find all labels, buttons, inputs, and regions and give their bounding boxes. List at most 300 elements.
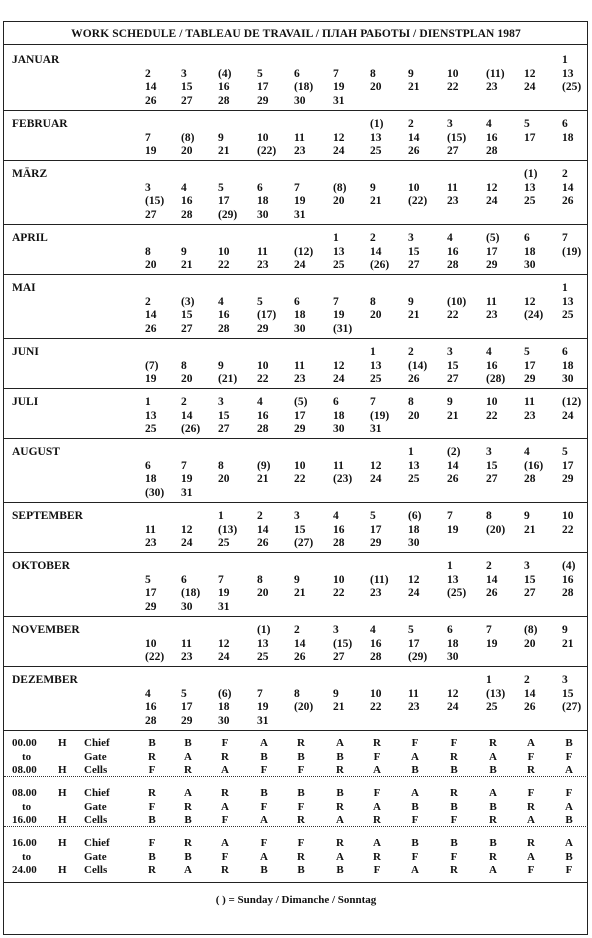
- shift-code: F: [260, 837, 268, 849]
- day-cell: 25: [562, 309, 574, 321]
- day-cell: 29: [145, 600, 157, 613]
- day-cell: 18: [562, 131, 574, 144]
- post-name: Chief: [84, 837, 110, 849]
- day-cell: (31): [333, 322, 353, 335]
- post-name: Cells: [84, 864, 108, 876]
- day-cell: (18): [294, 81, 314, 93]
- shift-code: F: [221, 814, 229, 826]
- day-cell: 4: [181, 181, 187, 194]
- day-cell: 25: [370, 373, 382, 385]
- day-cell: 30: [218, 714, 230, 727]
- day-cell: 5: [257, 295, 263, 308]
- day-cell: 11: [294, 131, 305, 144]
- day-cell: 27: [524, 587, 536, 599]
- day-cell: 21: [524, 523, 536, 536]
- shift-code: B: [489, 837, 497, 849]
- day-cell: (15): [447, 131, 467, 144]
- day-cell: (11): [486, 67, 505, 80]
- day-cell: 6: [294, 67, 300, 80]
- shift-start-time: 00.00: [12, 737, 37, 749]
- shift-code: F: [148, 837, 156, 849]
- day-cell: (5): [294, 396, 308, 408]
- day-cell: 25: [486, 701, 498, 713]
- day-cell: (3): [181, 295, 195, 308]
- day-cell: 6: [145, 459, 151, 472]
- day-cell: 5: [181, 687, 187, 700]
- day-cell: 11: [486, 295, 497, 308]
- day-cell: 4: [486, 346, 492, 358]
- day-cell: 18: [447, 637, 459, 650]
- shift-code: R: [373, 814, 381, 826]
- day-cell: 24: [370, 473, 382, 485]
- post-name: Gate: [84, 850, 107, 863]
- day-cell: 16: [257, 409, 269, 422]
- day-cell: (17): [257, 309, 277, 321]
- day-cell: 2: [370, 232, 376, 244]
- day-cell: 5: [218, 181, 224, 194]
- shift-code: F: [297, 837, 305, 849]
- day-cell: 21: [294, 587, 306, 599]
- day-cell: (8): [333, 181, 347, 194]
- day-cell: (8): [524, 624, 538, 636]
- shift-code: B: [336, 750, 344, 763]
- shift-code: B: [336, 864, 344, 876]
- day-cell: 28: [524, 473, 536, 485]
- shift-unit: H: [58, 814, 67, 826]
- shift-code: B: [148, 814, 156, 826]
- day-cell: 19: [145, 373, 157, 385]
- shift-code: B: [489, 764, 497, 776]
- shift-code: R: [336, 764, 344, 776]
- day-cell: 28: [145, 714, 157, 727]
- shift-code: B: [411, 764, 419, 776]
- day-cell: 22: [562, 523, 574, 536]
- day-cell: 20: [370, 309, 382, 321]
- day-cell: 13: [370, 359, 382, 372]
- shift-unit: H: [58, 837, 67, 849]
- day-cell: 31: [181, 486, 193, 499]
- shift-code: F: [221, 850, 229, 863]
- shift-code: F: [373, 750, 381, 763]
- day-cell: 19: [145, 145, 157, 157]
- month-name: FEBRUAR: [12, 118, 68, 130]
- day-cell: 10: [294, 459, 306, 472]
- day-cell: 3: [486, 446, 492, 458]
- day-cell: 27: [145, 208, 157, 221]
- month-name: OKTOBER: [12, 560, 70, 572]
- day-cell: 19: [486, 637, 498, 650]
- day-cell: (19): [562, 245, 582, 258]
- day-cell: 29: [257, 94, 269, 107]
- month-divider: [4, 274, 588, 275]
- day-cell: 22: [294, 473, 306, 485]
- day-cell: 4: [486, 118, 492, 130]
- day-cell: 14: [524, 687, 536, 700]
- day-cell: 17: [562, 459, 574, 472]
- day-cell: 10: [257, 359, 269, 372]
- day-cell: 25: [333, 259, 345, 271]
- day-cell: 21: [257, 473, 269, 485]
- shift-code: R: [148, 750, 156, 763]
- shift-code: A: [221, 837, 229, 849]
- day-cell: 14: [447, 459, 459, 472]
- day-cell: 7: [370, 396, 376, 408]
- shift-code: F: [260, 800, 268, 813]
- day-cell: 10: [447, 67, 459, 80]
- day-cell: 17: [408, 637, 420, 650]
- day-cell: 26: [486, 587, 498, 599]
- day-cell: 15: [294, 523, 306, 536]
- day-cell: 21: [562, 637, 574, 650]
- day-cell: (6): [218, 687, 232, 700]
- day-cell: 6: [524, 232, 530, 244]
- shift-code: R: [184, 800, 192, 813]
- day-cell: 16: [486, 359, 498, 372]
- shift-code: B: [184, 850, 192, 863]
- month-divider: [4, 438, 588, 439]
- day-cell: 9: [408, 67, 414, 80]
- day-cell: 18: [145, 473, 157, 485]
- day-cell: (18): [181, 587, 201, 599]
- post-name: Cells: [84, 764, 108, 776]
- shift-code: B: [411, 837, 419, 849]
- day-cell: 9: [333, 687, 339, 700]
- month-divider: [4, 552, 588, 553]
- shift-code: A: [260, 737, 268, 749]
- shift-unit: H: [58, 737, 67, 749]
- day-cell: 17: [218, 195, 230, 207]
- day-cell: 21: [218, 145, 230, 157]
- shift-code: A: [336, 850, 344, 863]
- day-cell: (19): [370, 409, 390, 422]
- day-cell: 19: [333, 309, 345, 321]
- day-cell: 30: [294, 322, 306, 335]
- shift-code: B: [260, 864, 268, 876]
- day-cell: 4: [524, 446, 530, 458]
- day-cell: 19: [447, 523, 459, 536]
- day-cell: 10: [486, 396, 498, 408]
- day-cell: 25: [524, 195, 536, 207]
- day-cell: 3: [447, 118, 453, 130]
- day-cell: 18: [218, 701, 230, 713]
- day-cell: 12: [370, 459, 382, 472]
- day-cell: 14: [145, 81, 157, 93]
- day-cell: (5): [486, 232, 500, 244]
- day-cell: 23: [486, 81, 498, 93]
- day-cell: 28: [333, 537, 345, 549]
- shift-code: R: [297, 850, 305, 863]
- shift-code: R: [450, 787, 458, 799]
- shift-code: F: [565, 787, 573, 799]
- day-cell: (1): [524, 168, 538, 180]
- day-cell: 20: [524, 637, 536, 650]
- shift-code: R: [184, 837, 192, 849]
- day-cell: 29: [294, 423, 306, 435]
- shift-code: B: [450, 764, 458, 776]
- shift-to-label: to: [22, 850, 32, 863]
- shift-code: B: [450, 837, 458, 849]
- day-cell: 26: [524, 701, 536, 713]
- day-cell: 31: [370, 423, 382, 435]
- shift-to-label: to: [22, 800, 32, 813]
- day-cell: 30: [294, 94, 306, 107]
- day-cell: 21: [408, 81, 420, 93]
- day-cell: 9: [408, 295, 414, 308]
- day-cell: (6): [408, 510, 422, 522]
- day-cell: 14: [370, 245, 382, 258]
- day-cell: 16: [181, 195, 193, 207]
- day-cell: 14: [257, 523, 269, 536]
- shift-code: A: [565, 837, 573, 849]
- post-name: Cells: [84, 814, 108, 826]
- shift-code: B: [489, 800, 497, 813]
- month-divider: [4, 730, 588, 731]
- shift-code: B: [148, 850, 156, 863]
- shift-code: A: [489, 864, 497, 876]
- day-cell: 29: [370, 537, 382, 549]
- shift-code: A: [184, 864, 192, 876]
- shift-code: F: [297, 800, 305, 813]
- day-cell: 11: [333, 459, 344, 472]
- day-cell: 27: [333, 651, 345, 663]
- month-name: JULI: [12, 396, 39, 408]
- day-cell: 24: [294, 259, 306, 271]
- day-cell: (25): [447, 587, 467, 599]
- day-cell: (29): [218, 208, 238, 221]
- day-cell: (24): [524, 309, 544, 321]
- day-cell: 9: [218, 359, 224, 372]
- day-cell: 2: [145, 295, 151, 308]
- month-name: MÄRZ: [12, 168, 48, 180]
- shift-code: F: [527, 864, 535, 876]
- day-cell: 28: [562, 587, 574, 599]
- day-cell: 2: [294, 624, 300, 636]
- day-cell: 22: [218, 259, 230, 271]
- shift-code: B: [184, 737, 192, 749]
- day-cell: 7: [294, 181, 300, 194]
- day-cell: (26): [370, 259, 390, 271]
- day-cell: 15: [218, 409, 230, 422]
- shift-end-time: 24.00: [12, 864, 37, 876]
- shift-code: B: [565, 814, 573, 826]
- day-cell: 14: [486, 573, 498, 586]
- day-cell: 19: [257, 701, 269, 713]
- day-cell: 4: [447, 232, 453, 244]
- day-cell: 4: [370, 624, 376, 636]
- day-cell: 7: [333, 67, 339, 80]
- shift-code: R: [450, 750, 458, 763]
- day-cell: (23): [333, 473, 353, 485]
- day-cell: (28): [486, 373, 506, 385]
- day-cell: 15: [562, 687, 574, 700]
- day-cell: 9: [218, 131, 224, 144]
- month-name: NOVEMBER: [12, 624, 80, 636]
- day-cell: 6: [562, 118, 568, 130]
- day-cell: 24: [447, 701, 459, 713]
- shift-code: F: [148, 764, 156, 776]
- day-cell: 31: [333, 94, 345, 107]
- shift-code: R: [184, 764, 192, 776]
- day-cell: 7: [145, 131, 151, 144]
- day-cell: 23: [447, 195, 459, 207]
- shift-code: R: [489, 814, 497, 826]
- day-cell: 22: [447, 309, 459, 321]
- day-cell: 3: [408, 232, 414, 244]
- day-cell: 23: [486, 309, 498, 321]
- day-cell: 30: [257, 208, 269, 221]
- shift-code: R: [373, 850, 381, 863]
- day-cell: 3: [145, 181, 151, 194]
- day-cell: 6: [562, 346, 568, 358]
- day-cell: 2: [408, 346, 414, 358]
- day-cell: 11: [294, 359, 305, 372]
- day-cell: 7: [333, 295, 339, 308]
- post-name: Chief: [84, 787, 110, 799]
- shift-code: A: [260, 814, 268, 826]
- shift-table-bottom-rule: [4, 882, 588, 883]
- month-name: AUGUST: [12, 446, 60, 458]
- shift-code: R: [221, 787, 229, 799]
- day-cell: (30): [145, 486, 165, 499]
- shift-code: A: [527, 814, 535, 826]
- day-cell: 26: [562, 195, 574, 207]
- day-cell: 28: [181, 208, 193, 221]
- day-cell: 23: [145, 537, 157, 549]
- day-cell: 23: [181, 651, 193, 663]
- day-cell: 7: [257, 687, 263, 700]
- day-cell: 8: [257, 573, 263, 586]
- day-cell: (9): [257, 459, 271, 472]
- day-cell: 10: [562, 510, 574, 522]
- shift-code: A: [489, 787, 497, 799]
- day-cell: 20: [333, 195, 345, 207]
- day-cell: 26: [408, 145, 420, 157]
- day-cell: (25): [562, 81, 582, 93]
- month-name: MAI: [12, 282, 36, 294]
- day-cell: 13: [145, 409, 157, 422]
- day-cell: (15): [333, 637, 353, 650]
- day-cell: 27: [218, 423, 230, 435]
- month-divider: [4, 616, 588, 617]
- day-cell: (1): [370, 118, 384, 130]
- day-cell: 14: [408, 131, 420, 144]
- shift-end-time: 16.00: [12, 814, 37, 826]
- day-cell: 28: [370, 651, 382, 663]
- day-cell: 5: [562, 446, 568, 458]
- day-cell: 12: [333, 359, 345, 372]
- day-cell: 25: [218, 537, 230, 549]
- day-cell: 23: [257, 259, 269, 271]
- day-cell: 16: [562, 573, 574, 586]
- day-cell: 5: [408, 624, 414, 636]
- shift-unit: H: [58, 787, 67, 799]
- day-cell: 20: [145, 259, 157, 271]
- day-cell: 27: [447, 373, 459, 385]
- month-name: JUNI: [12, 346, 39, 358]
- shift-code: R: [148, 864, 156, 876]
- shift-code: R: [527, 800, 535, 813]
- shift-code: B: [565, 850, 573, 863]
- day-cell: 9: [181, 245, 187, 258]
- day-cell: 11: [257, 245, 268, 258]
- day-cell: 27: [447, 145, 459, 157]
- month-name: SEPTEMBER: [12, 510, 83, 522]
- day-cell: 3: [294, 510, 300, 522]
- day-cell: (7): [145, 359, 159, 372]
- day-cell: 15: [408, 245, 420, 258]
- day-cell: (22): [408, 195, 428, 207]
- shift-start-time: 08.00: [12, 787, 37, 799]
- shift-code: A: [411, 864, 419, 876]
- day-cell: 18: [257, 195, 269, 207]
- day-cell: 23: [294, 373, 306, 385]
- day-cell: 29: [257, 322, 269, 335]
- day-cell: 30: [333, 423, 345, 435]
- day-cell: 12: [447, 687, 459, 700]
- day-cell: 2: [486, 560, 492, 572]
- shift-code: A: [336, 737, 344, 749]
- day-cell: 4: [145, 687, 151, 700]
- day-cell: 12: [486, 181, 498, 194]
- day-cell: (15): [145, 195, 165, 207]
- shift-code: R: [336, 800, 344, 813]
- day-cell: (21): [218, 373, 238, 385]
- month-divider: [4, 224, 588, 225]
- day-cell: 24: [524, 81, 536, 93]
- day-cell: (16): [524, 459, 544, 472]
- day-cell: 11: [524, 396, 535, 408]
- shift-code: F: [450, 850, 458, 863]
- shift-code: A: [373, 764, 381, 776]
- day-cell: 27: [408, 259, 420, 271]
- day-cell: 21: [181, 259, 193, 271]
- month-divider: [4, 502, 588, 503]
- day-cell: 12: [333, 131, 345, 144]
- day-cell: 1: [218, 510, 224, 522]
- day-cell: 16: [370, 637, 382, 650]
- day-cell: 23: [370, 587, 382, 599]
- day-cell: 24: [486, 195, 498, 207]
- day-cell: 28: [257, 423, 269, 435]
- shift-code: R: [297, 737, 305, 749]
- day-cell: 9: [447, 396, 453, 408]
- shift-code: B: [297, 864, 305, 876]
- page-title: WORK SCHEDULE / TABLEAU DE TRAVAIL / ПЛАН РАБОТЫ / DIENSTPLAN 1987: [71, 28, 521, 40]
- day-cell: 16: [218, 81, 230, 93]
- day-cell: 22: [447, 81, 459, 93]
- shift-start-time: 16.00: [12, 837, 37, 849]
- shift-code: F: [527, 750, 535, 763]
- month-divider: [4, 338, 588, 339]
- month-name: APRIL: [12, 232, 48, 244]
- shift-code: F: [411, 737, 419, 749]
- shift-code: B: [411, 800, 419, 813]
- day-cell: (22): [145, 651, 165, 663]
- shift-code: R: [148, 787, 156, 799]
- day-cell: 11: [408, 687, 419, 700]
- day-cell: 1: [145, 396, 151, 408]
- sunday-legend: ( ) = Sunday / Dimanche / Sonntag: [215, 894, 377, 906]
- day-cell: 6: [257, 181, 263, 194]
- day-cell: 17: [524, 131, 536, 144]
- day-cell: 21: [333, 701, 345, 713]
- day-cell: 15: [181, 81, 193, 93]
- day-cell: 23: [524, 409, 536, 422]
- shift-code: F: [450, 737, 458, 749]
- day-cell: 26: [408, 373, 420, 385]
- day-cell: 12: [408, 573, 420, 586]
- day-cell: 5: [257, 67, 263, 80]
